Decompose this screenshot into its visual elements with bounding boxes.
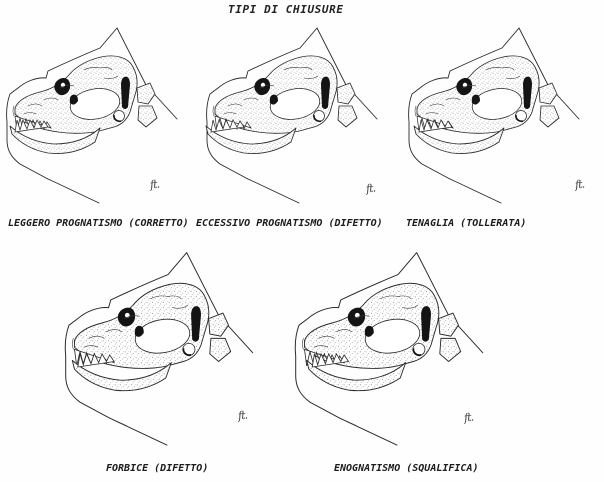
artist-signature: ft.: [574, 177, 585, 192]
figure-enognatismo: [288, 246, 508, 455]
artist-signature: ft.: [365, 181, 376, 196]
caption-enognatismo: ENOGNATISMO (SQUALIFICA): [334, 463, 479, 474]
caption-forbice: FORBICE (DIFETTO): [106, 463, 209, 474]
dog-skull-drawing: [288, 246, 508, 455]
dog-skull-drawing: [58, 246, 278, 455]
dog-skull-drawing: [0, 22, 200, 212]
caption-tenaglia: TENAGLIA (TOLLERATA): [406, 218, 527, 229]
figure-tenaglia: [402, 22, 602, 212]
artist-signature: ft.: [149, 177, 160, 192]
figure-forbice: [58, 246, 278, 455]
figure-leggero-prognatismo: [0, 22, 200, 212]
dog-skull-drawing: [402, 22, 602, 212]
artist-signature: ft.: [463, 410, 474, 425]
page-title: TIPI DI CHIUSURE: [228, 3, 344, 16]
artist-signature: ft.: [237, 408, 248, 423]
caption-eccessivo-prognatismo: ECCESSIVO PROGNATISMO (DIFETTO): [196, 218, 383, 229]
caption-leggero-prognatismo: LEGGERO PROGNATISMO (CORRETTO): [8, 218, 189, 229]
